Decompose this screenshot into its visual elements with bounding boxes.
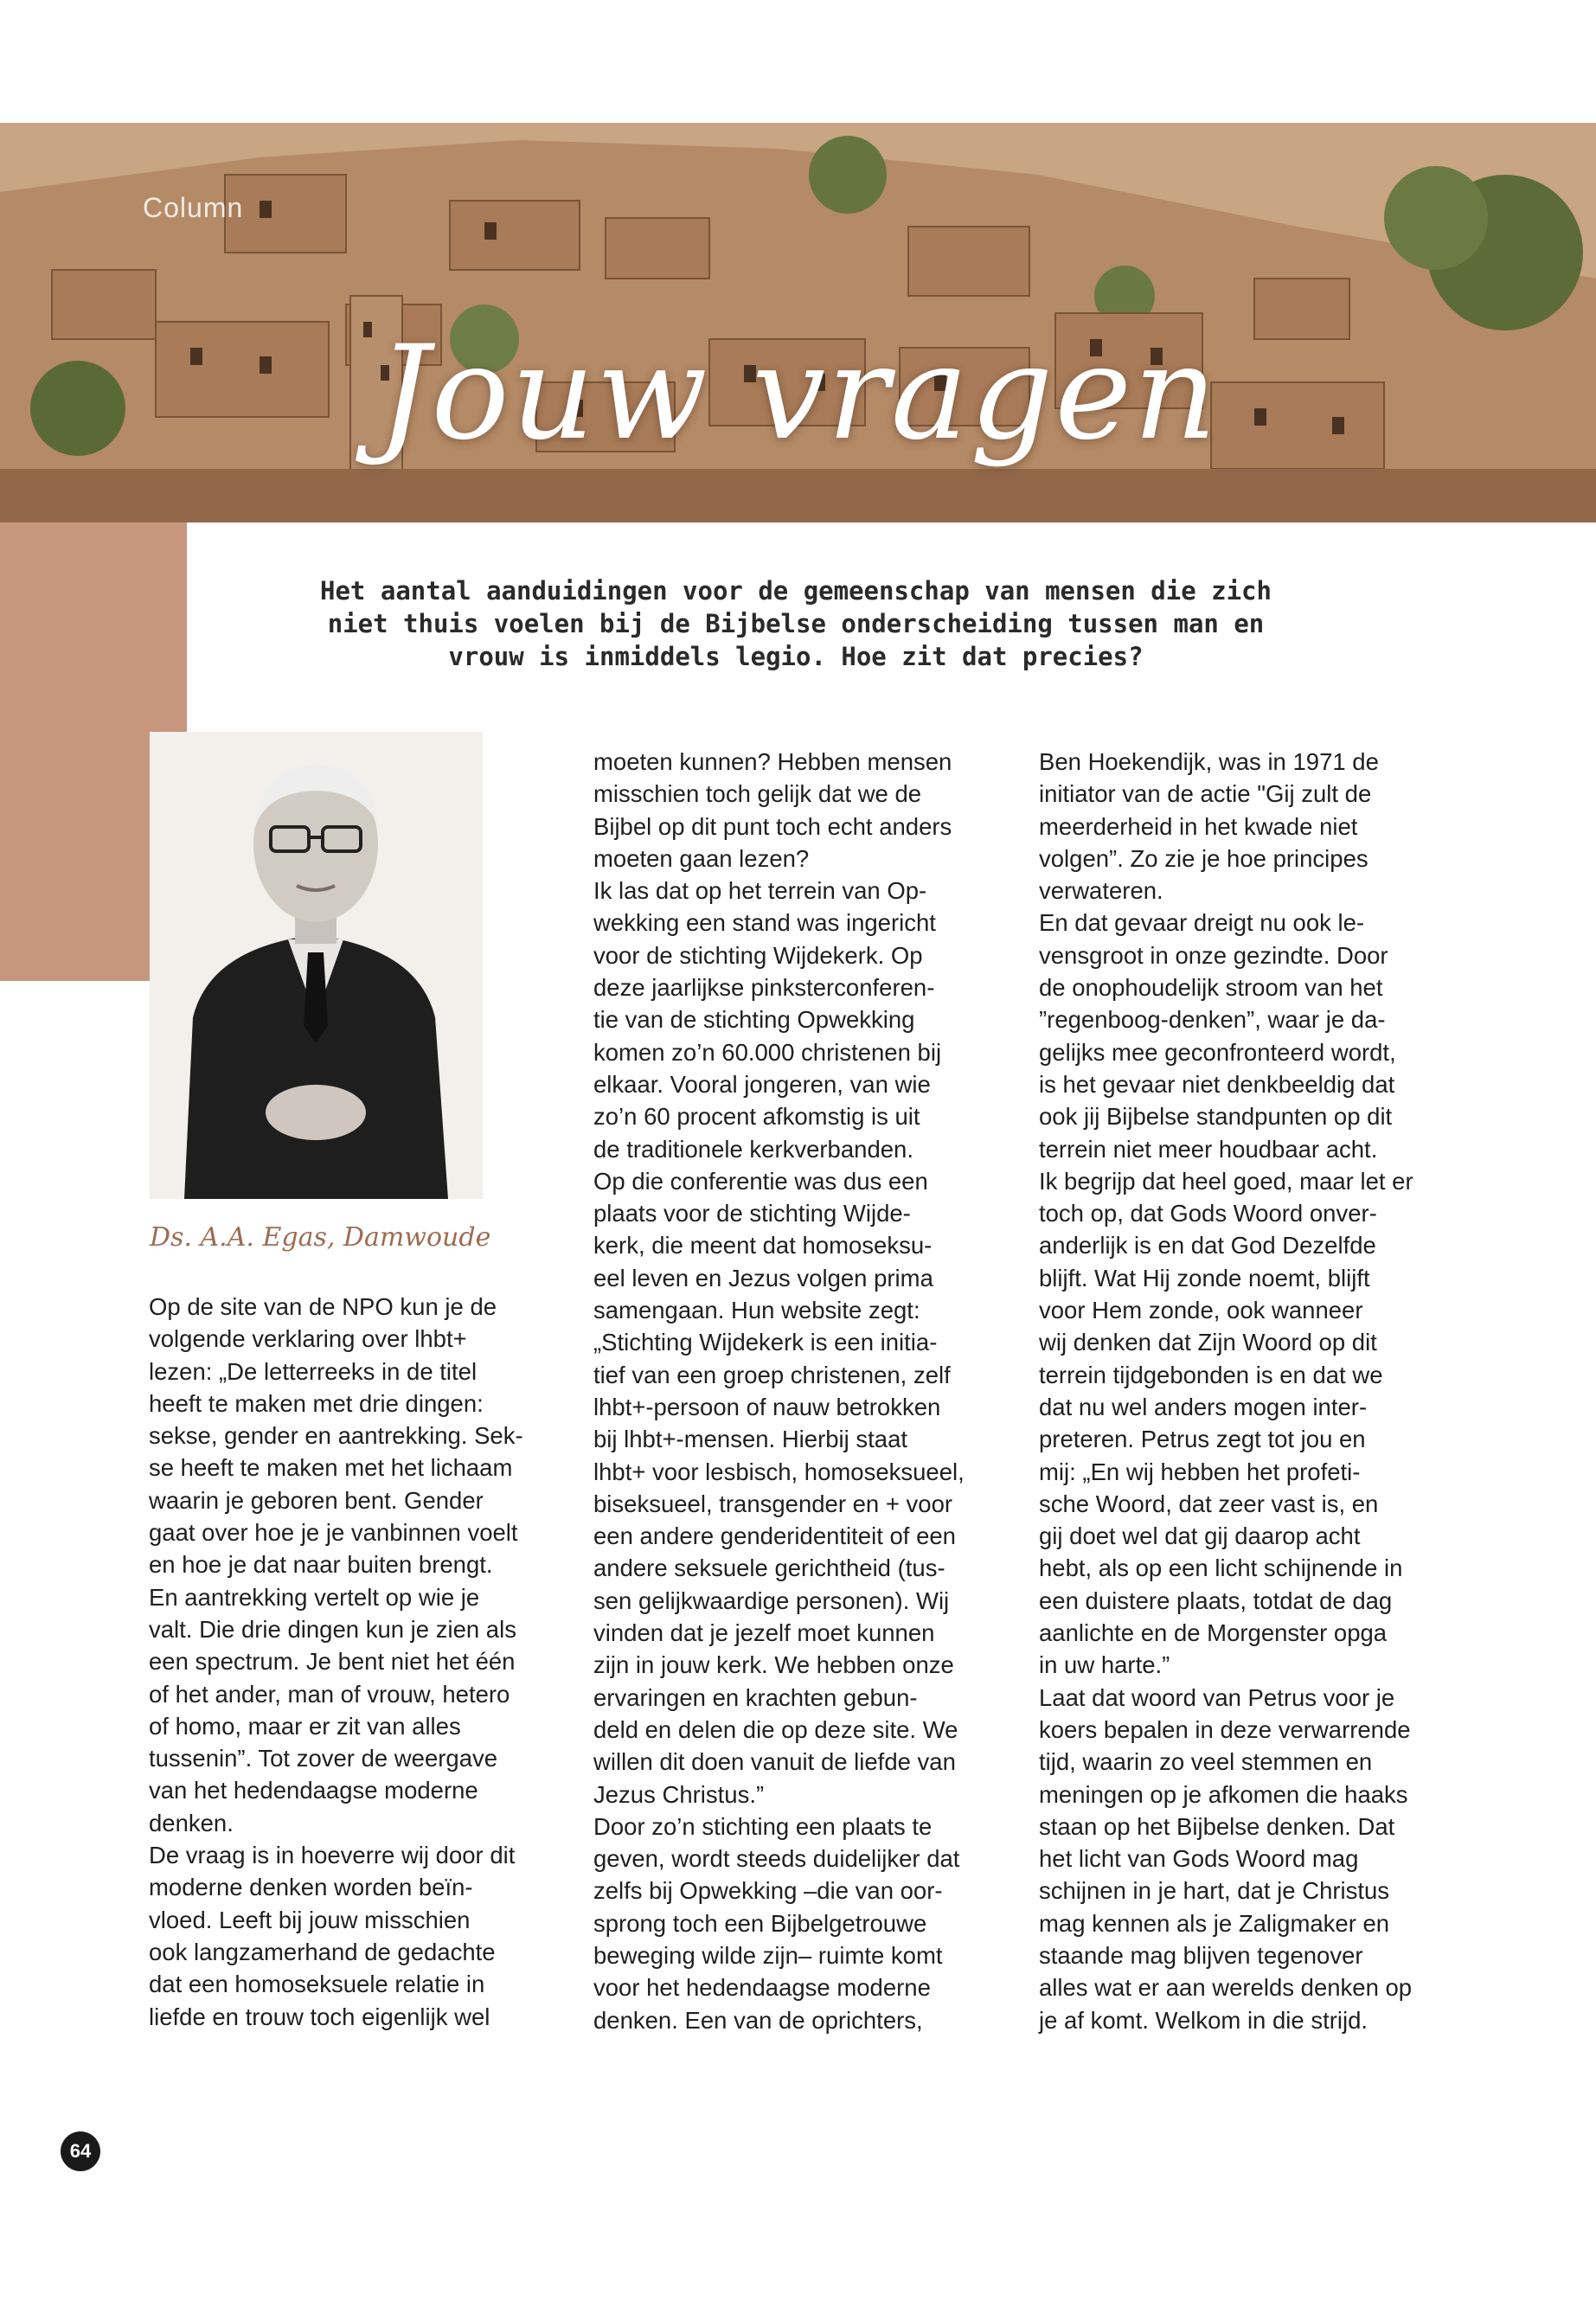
text-line: deze jaarlijkse pinksterconferen-: [593, 974, 935, 1002]
section-label: Column: [143, 192, 244, 223]
text-line: staan op het Bijbelse denken. Dat: [1039, 1812, 1395, 1840]
text-line: verwateren.: [1039, 877, 1163, 905]
page-number: 64: [61, 2131, 100, 2171]
text-line: tie van de stichting Opwekking: [593, 1006, 915, 1034]
text-line: je af komt. Welkom in die strijd.: [1039, 2006, 1368, 2034]
text-line: denken.: [149, 1809, 234, 1836]
text-line: koers bepalen in deze verwarrende: [1039, 1715, 1411, 1743]
text-line: voor Hem zonde, ook wanneer: [1039, 1297, 1363, 1324]
text-line: toch op, dat Gods Woord onver-: [1039, 1200, 1377, 1227]
text-line: heeft te maken met drie dingen:: [149, 1389, 484, 1417]
text-line: Ik las dat op het terrein van Op-: [593, 877, 927, 905]
text-line: sen gelijkwaardige personen). Wij: [593, 1586, 950, 1614]
text-line: ook langzamerhand de gedachte: [149, 1938, 496, 1965]
text-line: of homo, maar er zit van alles: [149, 1712, 461, 1740]
text-column-1: [149, 1291, 555, 2033]
text-line: de traditionele kerkverbanden.: [593, 1135, 913, 1163]
text-line: aanlichte en de Morgenster opga: [1039, 1619, 1388, 1647]
text-line: geven, wordt steeds duidelijker dat: [593, 1845, 960, 1873]
text-line: bij lhbt+-mensen. Hierbij staat: [593, 1426, 908, 1453]
text-line: meerderheid in het kwade niet: [1039, 812, 1358, 840]
text-line: moderne denken worden beïn-: [149, 1874, 473, 1901]
text-line: sprong toch een Bijbelgetrouwe: [593, 1909, 927, 1937]
text-line: volgende verklaring over lhbt+: [149, 1325, 467, 1353]
text-line: wekking een stand was ingericht: [593, 909, 936, 937]
text-line: het licht van Gods Woord mag: [1039, 1845, 1359, 1873]
text-line: zo’n 60 procent afkomstig is uit: [593, 1103, 920, 1131]
text-line: mag kennen als je Zaligmaker en: [1039, 1909, 1390, 1937]
text-line: beweging wilde zijn– ruimte komt: [593, 1941, 943, 1969]
intro-text: [216, 574, 1375, 673]
text-line: vinden dat je jezelf moet kunnen: [593, 1619, 935, 1647]
text-line: zelfs bij Opwekking –die van oor-: [593, 1877, 943, 1905]
text-line: elkaar. Vooral jongeren, van wie: [593, 1070, 931, 1098]
text-line: meningen op je afkomen die haaks: [1039, 1780, 1408, 1808]
text-line: de onophoudelijk stroom van het: [1039, 974, 1383, 1002]
text-line: dat nu wel anders mogen inter-: [1039, 1393, 1368, 1420]
text-line: En dat gevaar dreigt nu ook le-: [1039, 909, 1365, 937]
text-line: Door zo’n stichting een plaats te: [593, 1812, 933, 1840]
portrait-illustration: [150, 732, 483, 1199]
intro-line: niet thuis voelen bij de Bijbelse onderscheiding tussen man en: [327, 609, 1265, 638]
text-column-2: [593, 746, 1009, 2036]
text-line: Jezus Christus.”: [593, 1780, 765, 1808]
text-line: anderlijk is en dat God Dezelfde: [1039, 1232, 1376, 1259]
text-line: denken. Een van de oprichters,: [593, 2006, 923, 2034]
text-line: is het gevaar niet denkbeeldig dat: [1039, 1070, 1395, 1098]
text-line: lhbt+-persoon of nauw betrokken: [593, 1393, 941, 1420]
text-line: van het hedendaagse moderne: [149, 1777, 478, 1804]
text-line: schijnen in je hart, dat je Christus: [1039, 1877, 1390, 1905]
text-line: „Stichting Wijdekerk is een initia-: [593, 1329, 938, 1356]
text-line: ook jij Bijbelse standpunten op dit: [1039, 1103, 1393, 1131]
text-line: tief van een groep christenen, zelf: [593, 1361, 951, 1388]
text-line: terrein tijdgebonden is en dat we: [1039, 1361, 1383, 1388]
text-line: voor de stichting Wijdekerk. Op: [593, 941, 923, 969]
text-line: ”regenboog-denken”, waar je da-: [1039, 1006, 1386, 1034]
text-line: een andere genderidentiteit of een: [593, 1522, 956, 1550]
text-line: Op de site van de NPO kun je de: [149, 1293, 497, 1320]
text-line: dat een homoseksuele relatie in: [149, 1971, 485, 1998]
text-line: deld en delen die op deze site. We: [593, 1715, 958, 1743]
page-title: Jouw vragen: [377, 318, 1219, 469]
text-line: vloed. Leeft bij jouw misschien: [149, 1906, 471, 1933]
text-line: misschien toch gelijk dat we de: [593, 780, 922, 808]
text-line: een spectrum. Je bent niet het één: [149, 1648, 516, 1676]
text-line: initiator van de actie "Gij zult de: [1039, 780, 1372, 808]
text-line: en hoe je dat naar buiten brengt.: [149, 1551, 493, 1579]
text-line: waarin je geboren bent. Gender: [149, 1486, 484, 1514]
text-line: preteren. Petrus zegt tot jou en: [1039, 1426, 1366, 1453]
text-line: zijn in jouw kerk. We hebben onze: [593, 1651, 954, 1679]
text-line: komen zo’n 60.000 christenen bij: [593, 1038, 942, 1066]
text-line: valt. Die drie dingen kun je zien als: [149, 1615, 516, 1643]
intro-line: vrouw is inmiddels legio. Hoe zit dat precies?: [448, 642, 1144, 671]
intro-line: Het aantal aanduidingen voor de gemeenschap van mensen die zich: [320, 576, 1272, 606]
text-line: terrein niet meer houdbaar acht.: [1039, 1135, 1378, 1163]
text-line: andere seksuele gerichtheid (tus-: [593, 1554, 945, 1582]
text-line: mij: „En wij hebben het profeti-: [1039, 1458, 1361, 1485]
text-line: of het ander, man of vrouw, hetero: [149, 1680, 510, 1708]
author-portrait: [150, 732, 483, 1199]
text-line: lhbt+ voor lesbisch, homoseksueel,: [593, 1458, 965, 1485]
text-line: Bijbel op dit punt toch echt anders: [593, 812, 952, 840]
text-line: blijft. Wat Hij zonde noemt, blijft: [1039, 1264, 1370, 1292]
text-line: moeten kunnen? Hebben mensen: [593, 748, 952, 775]
text-line: gaat over hoe je je vanbinnen voelt: [149, 1519, 518, 1547]
text-line: ervaringen en krachten gebun-: [593, 1683, 918, 1711]
text-line: se heeft te maken met het lichaam: [149, 1454, 513, 1482]
author-caption: Ds. A.A. Egas, Damwoude: [150, 1222, 491, 1253]
text-line: kerk, die meent dat homoseksu-: [593, 1232, 933, 1259]
text-line: hebt, als op een licht schijnende in: [1039, 1554, 1403, 1582]
text-line: gij doet wel dat gij daarop acht: [1039, 1522, 1361, 1550]
text-line: sche Woord, dat zeer vast is, en: [1039, 1490, 1379, 1517]
text-line: plaats voor de stichting Wijde-: [593, 1200, 911, 1227]
text-line: eel leven en Jezus volgen prima: [593, 1264, 933, 1292]
text-column-3: [1039, 746, 1454, 2036]
text-line: een duistere plaats, totdat de dag: [1039, 1586, 1393, 1614]
text-line: samengaan. Hun website zegt:: [593, 1297, 920, 1324]
text-line: moeten gaan lezen?: [593, 844, 810, 872]
text-line: liefde en trouw toch eigenlijk wel: [149, 2003, 490, 2030]
text-line: sekse, gender en aantrekking. Sek-: [149, 1422, 523, 1450]
text-line: biseksueel, transgender en + voor: [593, 1490, 953, 1517]
text-line: tijd, waarin zo veel stemmen en: [1039, 1748, 1373, 1776]
text-line: vensgroot in onze gezindte. Door: [1039, 941, 1388, 969]
text-line: Ben Hoekendijk, was in 1971 de: [1039, 748, 1379, 775]
text-line: staande mag blijven tegenover: [1039, 1941, 1363, 1969]
text-line: tussenin”. Tot zover de weergave: [149, 1745, 498, 1772]
text-line: wij denken dat Zijn Woord op dit: [1039, 1329, 1377, 1356]
text-line: De vraag is in hoeverre wij door dit: [149, 1842, 516, 1869]
text-line: Laat dat woord van Petrus voor je: [1039, 1683, 1395, 1711]
text-line: alles wat er aan werelds denken op: [1039, 1974, 1413, 2002]
text-line: Ik begrijp dat heel goed, maar let er: [1039, 1167, 1413, 1195]
text-line: willen dit doen vanuit de liefde van: [593, 1748, 956, 1776]
text-line: in uw harte.”: [1039, 1651, 1170, 1679]
text-line: gelijks mee geconfronteerd wordt,: [1039, 1038, 1396, 1066]
text-line: Op die conferentie was dus een: [593, 1167, 928, 1195]
text-line: lezen: „De letterreeks in de titel: [149, 1357, 478, 1385]
text-line: voor het hedendaagse moderne: [593, 1974, 931, 2002]
text-line: En aantrekking vertelt op wie je: [149, 1583, 480, 1611]
text-line: volgen”. Zo zie je hoe principes: [1039, 844, 1368, 872]
